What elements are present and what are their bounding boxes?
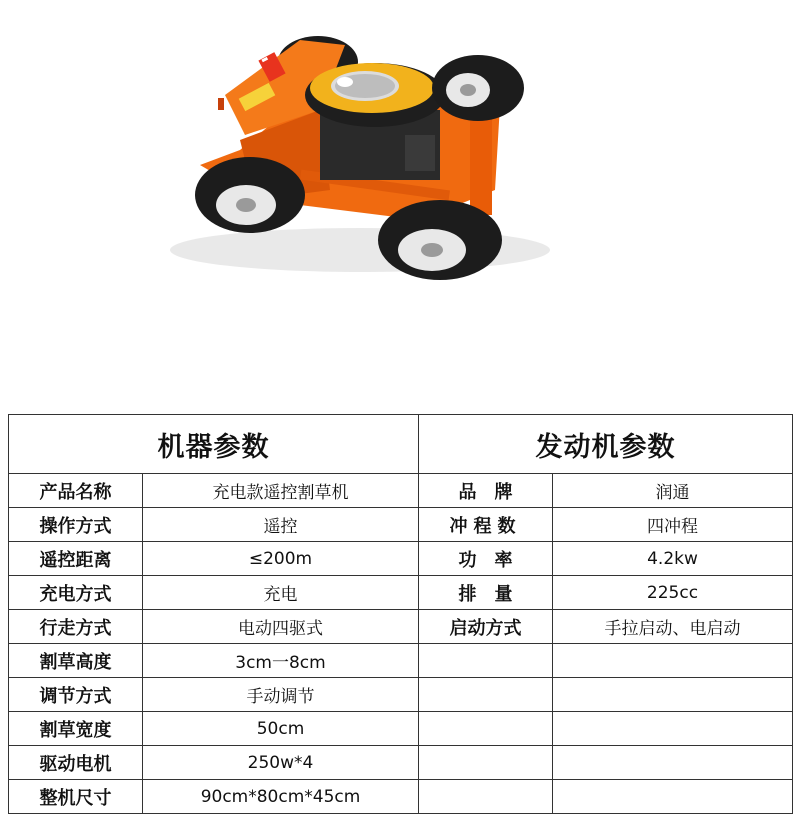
- table-row: [9, 712, 793, 746]
- machine-label: 调节方式: [9, 678, 143, 712]
- engine-value: 手拉启动、电启动: [553, 610, 793, 644]
- spec-table: [8, 414, 793, 814]
- spec-header-row: [9, 415, 793, 474]
- engine-value: [553, 712, 793, 746]
- rear-right-wheel: [432, 55, 524, 121]
- table-row: [9, 610, 793, 644]
- engine-label: [419, 712, 553, 746]
- engine-label: [419, 746, 553, 780]
- engine-label: 排 量: [419, 576, 553, 610]
- engine-label: 启动方式: [419, 610, 553, 644]
- machine-label: 操作方式: [9, 508, 143, 542]
- engine-value: 225cc: [553, 576, 793, 610]
- engine-value: [553, 644, 793, 678]
- machine-value: 3cm一8cm: [143, 644, 419, 678]
- table-row: [9, 542, 793, 576]
- engine-value: [553, 746, 793, 780]
- machine-label: 割草宽度: [9, 712, 143, 746]
- engine: [305, 63, 445, 180]
- machine-value: 50cm: [143, 712, 419, 746]
- table-row: [9, 474, 793, 508]
- engine-label: 冲程数: [419, 508, 553, 542]
- engine-value: 4.2kw: [553, 542, 793, 576]
- machine-value: 电动四驱式: [143, 610, 419, 644]
- engine-value: 四冲程: [553, 508, 793, 542]
- machine-value: 手动调节: [143, 678, 419, 712]
- front-left-wheel: [195, 157, 305, 233]
- machine-label: 充电方式: [9, 576, 143, 610]
- machine-label: 行走方式: [9, 610, 143, 644]
- table-row: [9, 576, 793, 610]
- engine-label: [419, 644, 553, 678]
- machine-value: 充电款遥控割草机: [143, 474, 419, 508]
- machine-label: 整机尺寸: [9, 780, 143, 814]
- machine-value: 充电: [143, 576, 419, 610]
- engine-label: [419, 678, 553, 712]
- machine-value: 遥控: [143, 508, 419, 542]
- engine-label: [419, 780, 553, 814]
- table-row: [9, 644, 793, 678]
- engine-label: 功 率: [419, 542, 553, 576]
- machine-label: 割草高度: [9, 644, 143, 678]
- machine-label: 驱动电机: [9, 746, 143, 780]
- machine-label: 产品名称: [9, 474, 143, 508]
- engine-value: [553, 780, 793, 814]
- table-row: [9, 678, 793, 712]
- machine-label: 遥控距离: [9, 542, 143, 576]
- machine-value: 250w*4: [143, 746, 419, 780]
- table-row: [9, 780, 793, 814]
- engine-value: 润通: [553, 474, 793, 508]
- engine-label: 品 牌: [419, 474, 553, 508]
- machine-params-header: 机器参数: [9, 415, 419, 474]
- machine-value: 90cm*80cm*45cm: [143, 780, 419, 814]
- machine-value: ≤200m: [143, 542, 419, 576]
- engine-value: [553, 678, 793, 712]
- engine-params-header: 发动机参数: [419, 415, 793, 474]
- table-row: [9, 746, 793, 780]
- table-row: [9, 508, 793, 542]
- front-right-wheel: [378, 200, 502, 280]
